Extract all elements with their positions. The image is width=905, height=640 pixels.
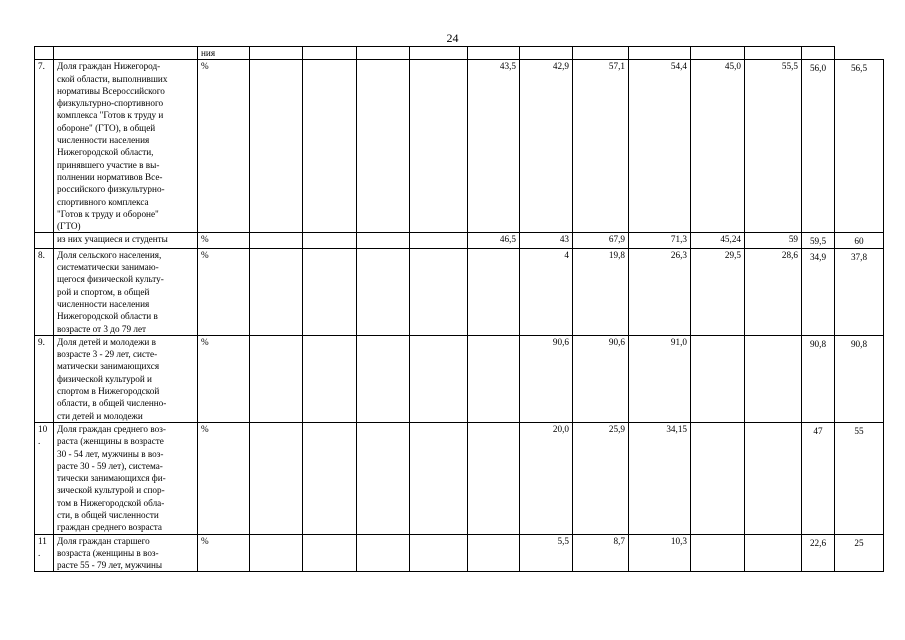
value-cell [303, 60, 357, 233]
value-cell [745, 422, 802, 534]
value-cell: 45,24 [691, 233, 745, 248]
value-cell [410, 534, 468, 572]
value-cell: 26,3 [629, 248, 691, 335]
value-cell [691, 422, 745, 534]
value-cell: 90,6 [573, 335, 629, 422]
row-number: 8. [35, 248, 54, 335]
unit-cell: % [198, 60, 250, 233]
value-cell [745, 534, 802, 572]
header-cell [468, 47, 520, 60]
value-cell: 37,8 [835, 248, 884, 335]
value-cell [303, 335, 357, 422]
value-cell [303, 422, 357, 534]
value-cell [357, 60, 410, 233]
value-cell [357, 233, 410, 248]
value-cell [468, 422, 520, 534]
table-row [35, 233, 884, 248]
unit-cell: % [198, 248, 250, 335]
row-number: 9. [35, 335, 54, 422]
value-cell [250, 248, 303, 335]
unit-cell: % [198, 534, 250, 572]
indicator-name: Доля сельского населения, систематически занимаю- щегося физической культу- рой и спортом, в общей численности населения Нижегородской области в возрасте от 3 до 79 лет [54, 248, 198, 335]
value-cell [410, 335, 468, 422]
row-number: 11 . [35, 534, 54, 572]
value-cell: 10,3 [629, 534, 691, 572]
header-name-cell [54, 47, 198, 60]
value-cell: 54,4 [629, 60, 691, 233]
value-cell: 28,6 [745, 248, 802, 335]
value-cell [250, 60, 303, 233]
header-cell [629, 47, 691, 60]
value-cell: 34,15 [629, 422, 691, 534]
value-cell: 34,9 [802, 248, 835, 335]
table-row [35, 60, 884, 233]
value-cell: 67,9 [573, 233, 629, 248]
header-cell [573, 47, 629, 60]
table-row [35, 534, 884, 572]
value-cell: 57,1 [573, 60, 629, 233]
value-cell: 43,5 [468, 60, 520, 233]
value-cell [303, 248, 357, 335]
value-cell [303, 233, 357, 248]
header-cell [802, 47, 835, 60]
value-cell: 55 [835, 422, 884, 534]
value-cell [745, 335, 802, 422]
indicator-name: Доля детей и молодежи в возрасте 3 - 29 лет, систе- матически занимающихся физической культурой и спортом в Нижегородской области, в общей численно- сти детей и молодежи [54, 335, 198, 422]
table-row [35, 422, 884, 534]
header-cell [520, 47, 573, 60]
value-cell: 60 [835, 233, 884, 248]
value-cell [468, 248, 520, 335]
value-cell: 4 [520, 248, 573, 335]
value-cell: 5,5 [520, 534, 573, 572]
value-cell: 46,5 [468, 233, 520, 248]
header-cell [691, 47, 745, 60]
header-cell [745, 47, 802, 60]
header-cell [410, 47, 468, 60]
value-cell [691, 534, 745, 572]
page-number: 24 [446, 31, 459, 45]
value-cell: 22,6 [802, 534, 835, 572]
value-cell: 56,5 [835, 60, 884, 233]
value-cell [468, 534, 520, 572]
value-cell [410, 60, 468, 233]
header-cell [250, 47, 303, 60]
header-cell [303, 47, 357, 60]
indicator-name: из них учащиеся и студенты [54, 233, 198, 248]
header-unit-cell: ния [198, 47, 250, 60]
value-cell: 8,7 [573, 534, 629, 572]
value-cell [357, 335, 410, 422]
value-cell [468, 335, 520, 422]
unit-cell: % [198, 335, 250, 422]
value-cell [357, 248, 410, 335]
value-cell: 20,0 [520, 422, 573, 534]
value-cell: 25,9 [573, 422, 629, 534]
value-cell [250, 335, 303, 422]
value-cell: 45,0 [691, 60, 745, 233]
value-cell [250, 534, 303, 572]
row-number: 7. [35, 60, 54, 233]
row-number [35, 233, 54, 248]
value-cell: 43 [520, 233, 573, 248]
value-cell: 29,5 [691, 248, 745, 335]
value-cell: 59,5 [802, 233, 835, 248]
unit-cell: % [198, 233, 250, 248]
value-cell: 55,5 [745, 60, 802, 233]
value-cell: 25 [835, 534, 884, 572]
header-num-cell [35, 47, 54, 60]
table-row [35, 335, 884, 422]
indicator-name: Доля граждан старшего возраста (женщины в воз- расте 55 - 79 лет, мужчины [54, 534, 198, 572]
value-cell: 71,3 [629, 233, 691, 248]
header-cell [357, 47, 410, 60]
value-cell [250, 422, 303, 534]
value-cell [357, 534, 410, 572]
table-row [35, 248, 884, 335]
value-cell [357, 422, 410, 534]
value-cell [691, 335, 745, 422]
value-cell: 56,0 [802, 60, 835, 233]
indicator-name: Доля граждан Нижегород- ской области, выполнивших нормативы Всероссийского физкультурно-спортивного комплекса "Готов к труду и обороне" (ГТО), в общей численности населения Нижегородской области, принявшего участие в вы- полнении нормативов Все- российского физкультурно- спортивного комплекса "Готов к труду и обороне" (ГТО) [54, 60, 198, 233]
row-number: 10 . [35, 422, 54, 534]
value-cell: 90,8 [802, 335, 835, 422]
indicators-table [34, 46, 884, 572]
value-cell [410, 422, 468, 534]
value-cell [410, 248, 468, 335]
value-cell: 19,8 [573, 248, 629, 335]
value-cell: 91,0 [629, 335, 691, 422]
indicator-name: Доля граждан среднего воз- раста (женщины в возрасте 30 - 54 лет, мужчины в воз- расте 30 - 59 лет), система- тически занимающихся фи- зической культурой и спор- том в Нижегородской обла- сти, в общей численности граждан среднего возраста [54, 422, 198, 534]
value-cell [250, 233, 303, 248]
header-continuation-row [35, 47, 884, 60]
value-cell: 47 [802, 422, 835, 534]
value-cell [410, 233, 468, 248]
unit-cell: % [198, 422, 250, 534]
value-cell: 42,9 [520, 60, 573, 233]
value-cell: 90,6 [520, 335, 573, 422]
value-cell: 59 [745, 233, 802, 248]
value-cell: 90,8 [835, 335, 884, 422]
value-cell [303, 534, 357, 572]
